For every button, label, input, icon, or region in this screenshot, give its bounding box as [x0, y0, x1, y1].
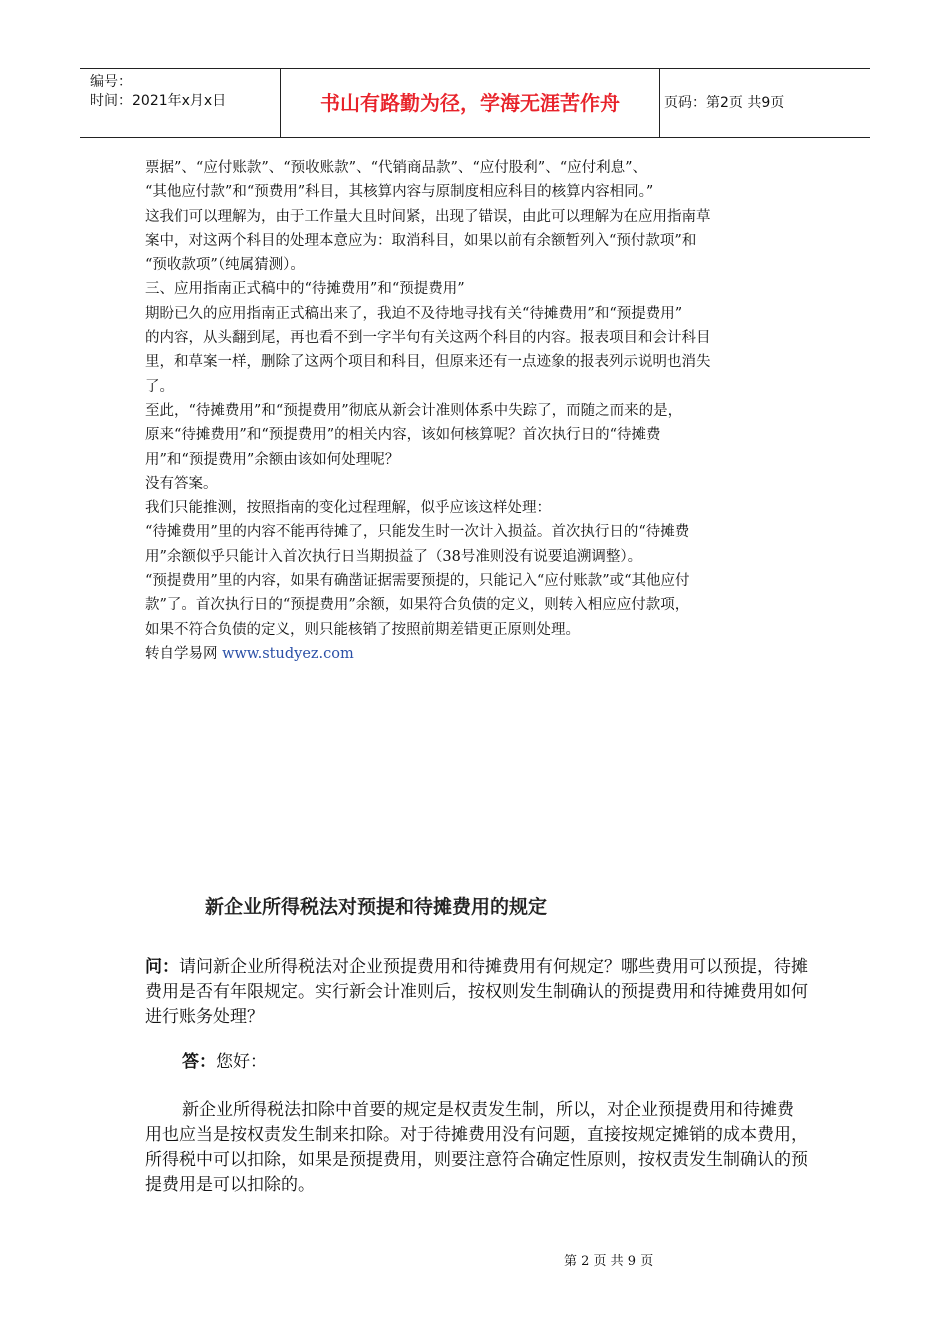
body-line: 里，和草案一样，删除了这两个项目和科目，但原来还有一点迹象的报表列示说明也消失: [145, 354, 711, 371]
body-line: “其他应付款”和“预费用”科目，其核算内容与原制度相应科目的核算内容相同。”: [145, 184, 654, 201]
body-line: 原来“待摊费用”和“预提费用”的相关内容，该如何核算呢？首次执行日的“待摊费: [145, 427, 661, 444]
answer-greeting-line: [145, 1050, 810, 1075]
body-line: “待摊费用”里的内容不能再待摊了，只能发生时一次计入损益。首次执行日的“待摊费: [145, 524, 690, 541]
header-motto: 书山有路勤为径，学海无涯苦作舟: [280, 69, 660, 137]
time-label: 时间：2021年x月x日: [90, 93, 227, 109]
source-prefix: 转自学易网: [145, 645, 223, 662]
number-label: 编号：: [90, 74, 132, 90]
answer-greeting: 您好：: [216, 1052, 267, 1072]
question-text: 请问新企业所得税法对企业预提费用和待摊费用有何规定？哪些费用可以预提，待摊费用是否有年限规定。实行新会计准则后，按权则发生制确认的预提费用和待摊费用如何进行账务处理？: [145, 957, 808, 1027]
qa-block: [145, 955, 810, 1198]
body-line: 案中，对这两个科目的处理本意应为：取消科目，如果以前有余额暂列入“预付款项”和: [145, 232, 697, 249]
answer-text: 新企业所得税法扣除中首要的规定是权责发生制，所以，对企业预提费用和待摊费用也应当是按权责发生制来扣除。对于待摊费用没有问题，直接按规定摊销的成本费用，所得税中可以扣除，如果是预提费用，则要注意符合确定性原则，按权责发生制确认的预提费用是可以扣除的。: [145, 1100, 808, 1195]
body-line: 如果不符合负债的定义，则只能核销了按照前期差错更正原则处理。: [145, 621, 580, 638]
body-line: 票据”、“应付账款”、“预收账款”、“代销商品款”、“应付股利”、“应付利息”、: [145, 160, 648, 176]
body-line: “预提费用”里的内容，如果有确凿证据需要预提的，只能记入“应付账款”或“其他应付: [145, 573, 690, 590]
body-line: 了。: [145, 378, 174, 395]
body-line: 用”和“预提费用”余额由该如何处理呢？: [145, 451, 400, 468]
page-header: [80, 68, 870, 138]
section-heading: 三、应用指南正式稿中的“待摊费用”和“预提费用”: [145, 281, 465, 298]
source-link[interactable]: www.studyez.com: [222, 645, 354, 662]
source-line: [145, 642, 815, 666]
body-line: 我们只能推测，按照指南的变化过程理解，似乎应该这样处理：: [145, 500, 551, 517]
body-line: 款”了。首次执行日的“预提费用”余额，如果符合负债的定义，则转入相应应付款项，: [145, 597, 690, 614]
section-title: 新企业所得税法对预提和待摊费用的规定: [205, 896, 548, 918]
body-line: 用”余额似乎只能计入首次执行日当期损益了（38号准则没有说要追溯调整）。: [145, 548, 643, 565]
page-footer: 第 2 页 共 9 页: [564, 1254, 654, 1269]
body-line: 至此，“待摊费用”和“预提费用”彻底从新会计准则体系中失踪了，而随之而来的是，: [145, 402, 683, 419]
body-line: 的内容，从头翻到尾，再也看不到一字半句有关这两个科目的内容。报表项目和会计科目: [145, 330, 711, 347]
body-line: “预收款项”（纯属猜测）。: [145, 257, 305, 274]
question-label: 问：: [145, 957, 179, 977]
header-page-info: 页码：第2页 共9页: [664, 95, 785, 111]
body-line: 期盼已久的应用指南正式稿出来了，我迫不及待地寻找有关“待摊费用”和“预提费用”: [145, 305, 683, 322]
body-line: 这我们可以理解为，由于工作量大且时间紧，出现了错误，由此可以理解为在应用指南草: [145, 208, 711, 225]
article-body: [145, 156, 815, 666]
body-line: 没有答案。: [145, 475, 218, 492]
header-meta: [80, 69, 280, 137]
answer-label: 答：: [182, 1052, 216, 1072]
question: [145, 955, 810, 1030]
